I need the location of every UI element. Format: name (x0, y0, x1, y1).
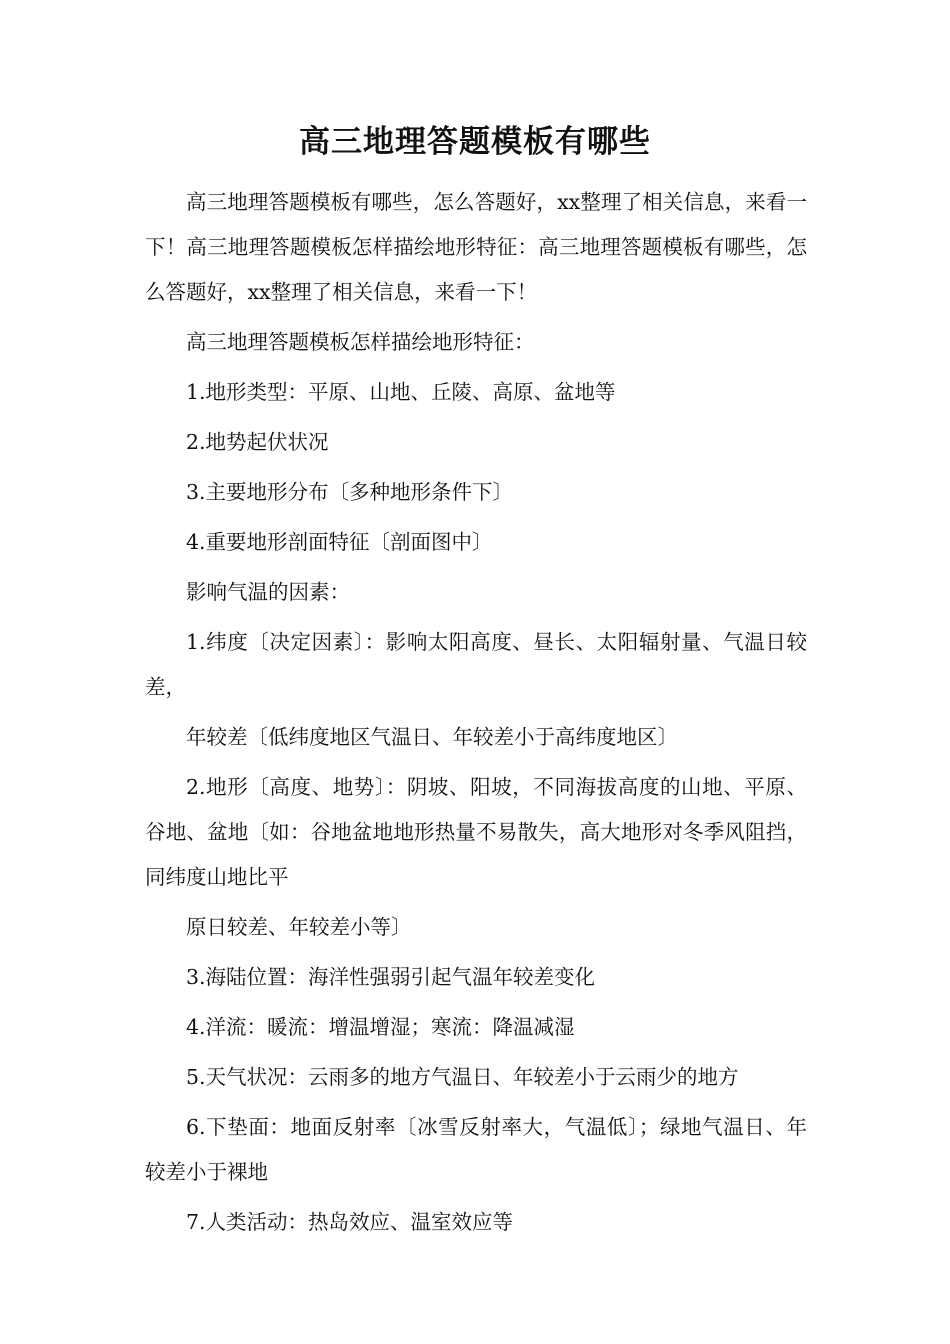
paragraph-temperature-2: 2.地形〔高度、地势〕：阴坡、阳坡，不同海拔高度的山地、平原、谷地、盆地〔如：谷地盆地地形热量不易散失，高大地形对冬季风阻挡，同纬度山地比平 (145, 775, 807, 889)
paragraph-temperature-5: 5.天气状况：云雨多的地方气温日、年较差小于云雨少的地方 (186, 1065, 739, 1089)
paragraph-terrain-1: 1.地形类型：平原、山地、丘陵、高原、盆地等 (186, 380, 616, 404)
paragraph-temperature-1-cont: 年较差〔低纬度地区气温日、年较差小于高纬度地区〕 (186, 725, 678, 749)
paragraph-temperature-7: 7.人类活动：热岛效应、温室效应等 (186, 1210, 514, 1234)
paragraph-temperature-1: 1.纬度〔决定因素〕：影响太阳高度、昼长、太阳辐射量、气温日较差， (145, 630, 807, 699)
paragraph-temperature-heading: 影响气温的因素： (186, 580, 350, 604)
paragraph-terrain-4: 4.重要地形剖面特征〔剖面图中〕 (186, 530, 493, 554)
paragraph-temperature-3: 3.海陆位置：海洋性强弱引起气温年较差变化 (186, 965, 596, 989)
paragraph-intro: 高三地理答题模板有哪些，怎么答题好，xx整理了相关信息，来看一下！高三地理答题模板怎样描绘地形特征：高三地理答题模板有哪些，怎么答题好，xx整理了相关信息，来看一下！ (145, 190, 807, 304)
paragraph-temperature-2-cont: 原日较差、年较差小等〕 (186, 915, 412, 939)
paragraph-terrain-heading: 高三地理答题模板怎样描绘地形特征： (186, 330, 535, 354)
paragraph-terrain-3: 3.主要地形分布〔多种地形条件下〕 (186, 480, 514, 504)
paragraph-terrain-2: 2.地势起伏状况 (186, 430, 329, 454)
document-title: 高三地理答题模板有哪些 (299, 124, 651, 160)
paragraph-temperature-6: 6.下垫面：地面反射率〔冰雪反射率大，气温低〕；绿地气温日、年较差小于裸地 (145, 1115, 807, 1184)
paragraph-temperature-4: 4.洋流：暖流：增温增湿；寒流：降温减湿 (186, 1015, 575, 1039)
document-body (145, 180, 807, 1250)
